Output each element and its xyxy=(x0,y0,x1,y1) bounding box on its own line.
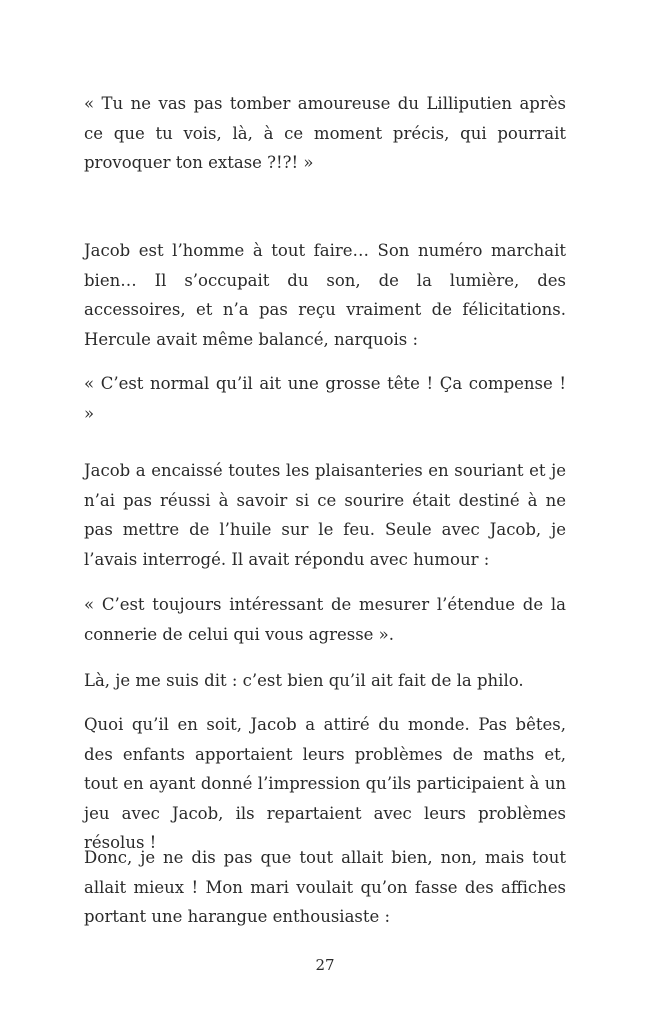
paragraph-5: « C’est toujours intéressant de mesurer l’étendue de la connerie de celui qui vous agresse ». xyxy=(84,595,566,644)
page-number: 27 xyxy=(315,956,335,974)
paragraph-6: Là, je me suis dit : c’est bien qu’il ait fait de la philo. xyxy=(84,671,524,690)
paragraph-1: « Tu ne vas pas tomber amoureuse du Lilliputien après ce que tu vois, là, à ce moment précis, qui pourrait provoquer ton extase ?!?! » xyxy=(84,94,566,172)
paragraph-7: Quoi qu’il en soit, Jacob a attiré du monde. Pas bêtes, des enfants apportaient leurs problèmes de maths et, tout en ayant donné l’impression qu’ils participaient à un jeu avec Jacob, ils repartaient avec leurs problèmes résolus ! xyxy=(84,715,566,852)
paragraph-3: « C’est normal qu’il ait une grosse tête ! Ça compense ! » xyxy=(84,374,566,423)
paragraph-4: Jacob a encaissé toutes les plaisanteries en souriant et je n’ai pas réussi à savoir si ce sourire était destiné à ne pas mettre de l’huile sur le feu. Seule avec Jacob, je l’avais interrogé. Il avait répondu avec humour : xyxy=(84,461,566,569)
paragraph-8: Donc, je ne dis pas que tout allait bien, non, mais tout allait mieux ! Mon mari voulait qu’on fasse des affiches portant une harangue enthousiaste : xyxy=(84,848,566,926)
paragraph-2: Jacob est l’homme à tout faire… Son numéro marchait bien… Il s’occupait du son, de la lumière, des accessoires, et n’a pas reçu vraiment de félicitations. Hercule avait même balancé, narquois : xyxy=(84,241,566,349)
